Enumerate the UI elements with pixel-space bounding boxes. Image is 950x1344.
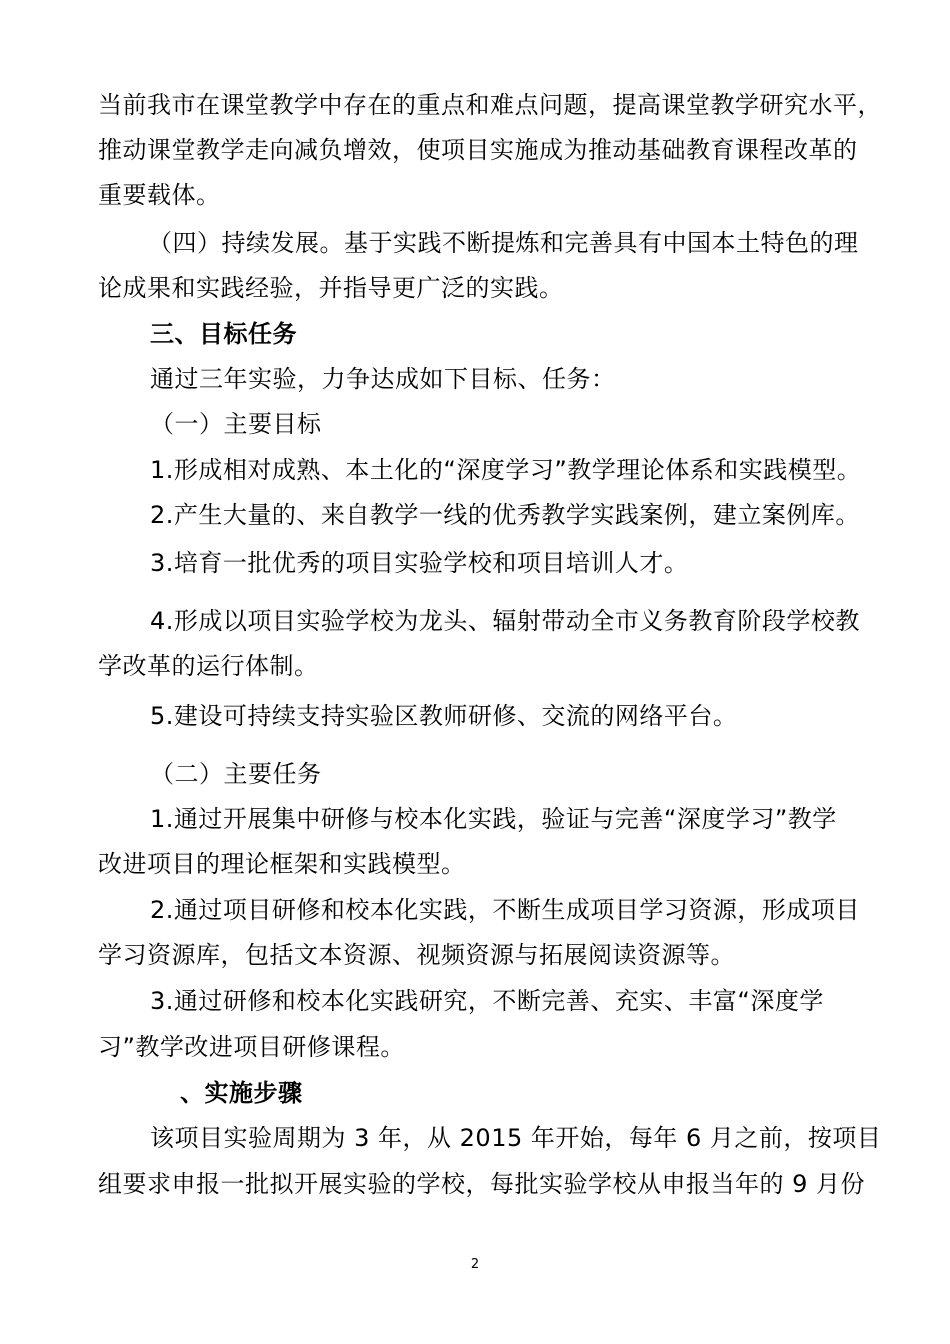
text-line: 3.培育一批优秀的项目实验学校和项目培训人才。: [150, 549, 689, 577]
text-line: 1.形成相对成熟、本土化的“深度学习”教学理论体系和实践模型。: [150, 456, 862, 484]
text-line: 习”教学改进项目研修课程。: [98, 1033, 405, 1061]
text-line: 2.通过项目研修和校本化实践，不断生成项目学习资源，形成项目: [150, 896, 860, 924]
text-line: 该项目实验周期为 3 年，从 2015 年开始，每年 6 月之前，按项目: [150, 1124, 882, 1152]
text-line: 当前我市在课堂教学中存在的重点和难点问题，提高课堂教学研究水平，: [98, 91, 882, 119]
text-line: 学习资源库，包括文本资源、视频资源与拓展阅读资源等。: [98, 941, 735, 969]
subsection-heading: （二）主要任务: [150, 760, 322, 788]
text-line: 重要载体。: [98, 181, 221, 209]
text-line: 组要求申报一批拟开展实验的学校，每批实验学校从申报当年的 9 月份: [98, 1170, 866, 1198]
text-line: 推动课堂教学走向减负增效，使项目实施成为推动基础教育课程改革的: [98, 136, 858, 164]
text-line: 2.产生大量的、来自教学一线的优秀教学实践案例，建立案例库。: [150, 501, 860, 529]
text-line: 1.通过开展集中研修与校本化实践，验证与完善“深度学习”教学: [150, 805, 837, 833]
text-line: 论成果和实践经验，并指导更广泛的实践。: [98, 274, 564, 302]
section-heading: 三、目标任务: [150, 320, 297, 348]
text-line: （四）持续发展。基于实践不断提炼和完善具有中国本土特色的理: [148, 229, 859, 257]
text-line: 4.形成以项目实验学校为龙头、辐射带动全市义务教育阶段学校教: [150, 607, 860, 635]
text-line: 3.通过研修和校本化实践研究，不断完善、充实、丰富“深度学: [150, 987, 824, 1015]
text-line: 改进项目的理论框架和实践模型。: [98, 850, 466, 878]
section-heading: 、实施步骤: [180, 1079, 303, 1107]
page-number: 2: [470, 1257, 480, 1272]
subsection-heading: （一）主要目标: [150, 410, 322, 438]
text-line: 通过三年实验，力争达成如下目标、任务：: [150, 365, 616, 393]
text-line: 5.建设可持续支持实验区教师研修、交流的网络平台。: [150, 702, 738, 730]
text-line: 学改革的运行体制。: [98, 652, 319, 680]
